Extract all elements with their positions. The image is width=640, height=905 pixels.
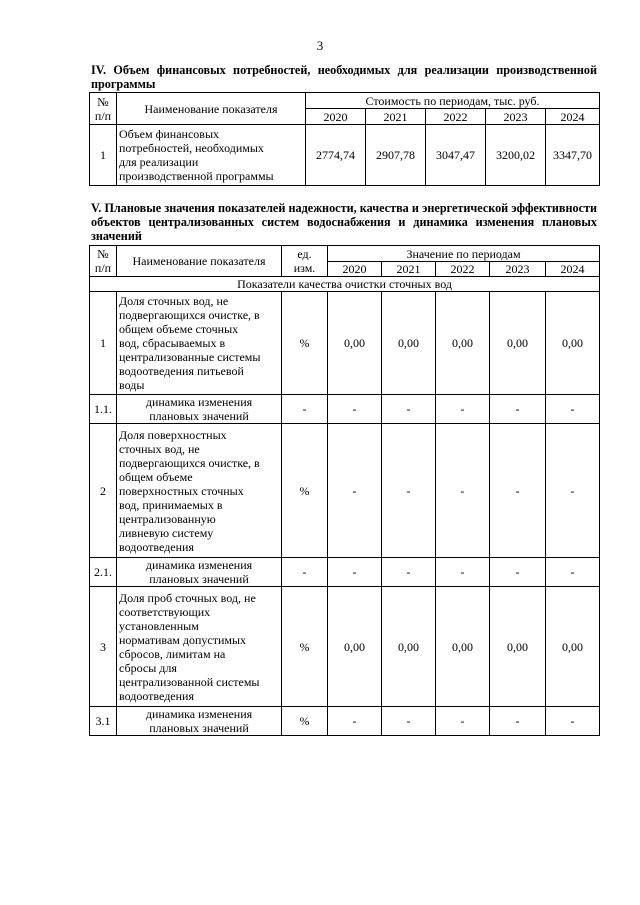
row-num: 1 — [90, 292, 117, 395]
row-value: - — [546, 707, 600, 736]
table-subrow — [90, 558, 600, 587]
col-header-cost: Стоимость по периодам, тыс. руб. — [306, 93, 600, 109]
row-name: динамика изменения плановых значений — [117, 558, 282, 587]
row-value: 0,00 — [382, 587, 436, 707]
row-value: - — [436, 395, 490, 424]
table-subrow — [90, 707, 600, 736]
row-value: 3347,70 — [546, 125, 600, 186]
section-5-heading: V. Плановые значения показателей надежности, качества и энергетической эффективности объектов централизованных систем водоснабжения и динамика изменения плановых значений — [91, 201, 597, 243]
row-value: 3047,47 — [426, 125, 486, 186]
year-header: 2022 — [426, 109, 486, 125]
year-header: 2020 — [328, 262, 382, 277]
row-name: Доля поверхностных сточных вод, не подвергающихся очистке, в общем объеме поверхностных сточных вод, принимаемых в централизованную ливневую систему водоотведения — [117, 424, 282, 558]
year-header: 2024 — [546, 109, 600, 125]
row-value: - — [328, 707, 382, 736]
quality-indicators-table — [89, 245, 600, 736]
year-header: 2023 — [486, 109, 546, 125]
year-header: 2021 — [382, 262, 436, 277]
row-unit: % — [282, 707, 328, 736]
row-num: 1.1. — [90, 395, 117, 424]
row-value: 0,00 — [382, 292, 436, 395]
row-value: - — [436, 424, 490, 558]
table-subrow — [90, 395, 600, 424]
row-value: - — [328, 558, 382, 587]
row-num: 2 — [90, 424, 117, 558]
row-name: Доля сточных вод, не подвергающихся очистке, в общем объеме сточных вод, сбрасываемых в централизованные системы водоотведения питьевой воды — [117, 292, 282, 395]
row-value: 0,00 — [436, 587, 490, 707]
table-row — [90, 292, 600, 395]
row-value: - — [328, 395, 382, 424]
row-value: 0,00 — [546, 292, 600, 395]
row-unit: - — [282, 395, 328, 424]
row-num: 2.1. — [90, 558, 117, 587]
year-header: 2024 — [546, 262, 600, 277]
row-value: - — [328, 424, 382, 558]
row-num: 3 — [90, 587, 117, 707]
financial-needs-table — [89, 92, 600, 186]
row-name: динамика изменения плановых значений — [117, 707, 282, 736]
row-value: 0,00 — [546, 587, 600, 707]
row-value: - — [382, 707, 436, 736]
page-number: 3 — [316, 38, 324, 53]
row-value: - — [546, 395, 600, 424]
row-value: 3200,02 — [486, 125, 546, 186]
year-header: 2023 — [490, 262, 546, 277]
row-value: - — [490, 707, 546, 736]
row-value: 2907,78 — [366, 125, 426, 186]
row-value: - — [382, 424, 436, 558]
table-row — [90, 587, 600, 707]
col-header-unit: ед. изм. — [282, 246, 328, 277]
year-header: 2022 — [436, 262, 490, 277]
row-unit: % — [282, 424, 328, 558]
table-row — [90, 424, 600, 558]
group-title: Показатели качества очистки сточных вод — [90, 277, 600, 292]
year-header: 2020 — [306, 109, 366, 125]
row-value: - — [436, 558, 490, 587]
row-num: 3.1 — [90, 707, 117, 736]
row-value: - — [436, 707, 490, 736]
row-name: динамика изменения плановых значений — [117, 395, 282, 424]
row-value: - — [546, 558, 600, 587]
section-4-heading: IV. Объем финансовых потребностей, необходимых для реализации производственной программы — [91, 63, 597, 91]
row-value: 0,00 — [328, 292, 382, 395]
table-row — [90, 125, 600, 186]
row-value: - — [382, 395, 436, 424]
row-value: - — [382, 558, 436, 587]
col-header-num: № п/п — [90, 246, 117, 277]
row-value: - — [546, 424, 600, 558]
row-name: Объем финансовых потребностей, необходимых для реализации производственной программы — [117, 125, 306, 186]
row-value: 2774,74 — [306, 125, 366, 186]
row-value: 0,00 — [490, 292, 546, 395]
year-header: 2021 — [366, 109, 426, 125]
row-name: Доля проб сточных вод, не соответствующих установленным нормативам допустимых сбросов, лимитам на сбросы для централизованной системы водоотведения — [117, 587, 282, 707]
col-header-values: Значение по периодам — [328, 246, 600, 262]
row-value: - — [490, 424, 546, 558]
row-unit: % — [282, 292, 328, 395]
row-unit: - — [282, 558, 328, 587]
col-header-num: № п/п — [90, 93, 117, 125]
row-value: 0,00 — [490, 587, 546, 707]
row-unit: % — [282, 587, 328, 707]
row-num: 1 — [90, 125, 117, 186]
col-header-name: Наименование показателя — [117, 246, 282, 277]
row-value: - — [490, 395, 546, 424]
indicator-rows — [90, 292, 600, 736]
col-header-name: Наименование показателя — [117, 93, 306, 125]
row-value: 0,00 — [328, 587, 382, 707]
row-value: - — [490, 558, 546, 587]
row-value: 0,00 — [436, 292, 490, 395]
